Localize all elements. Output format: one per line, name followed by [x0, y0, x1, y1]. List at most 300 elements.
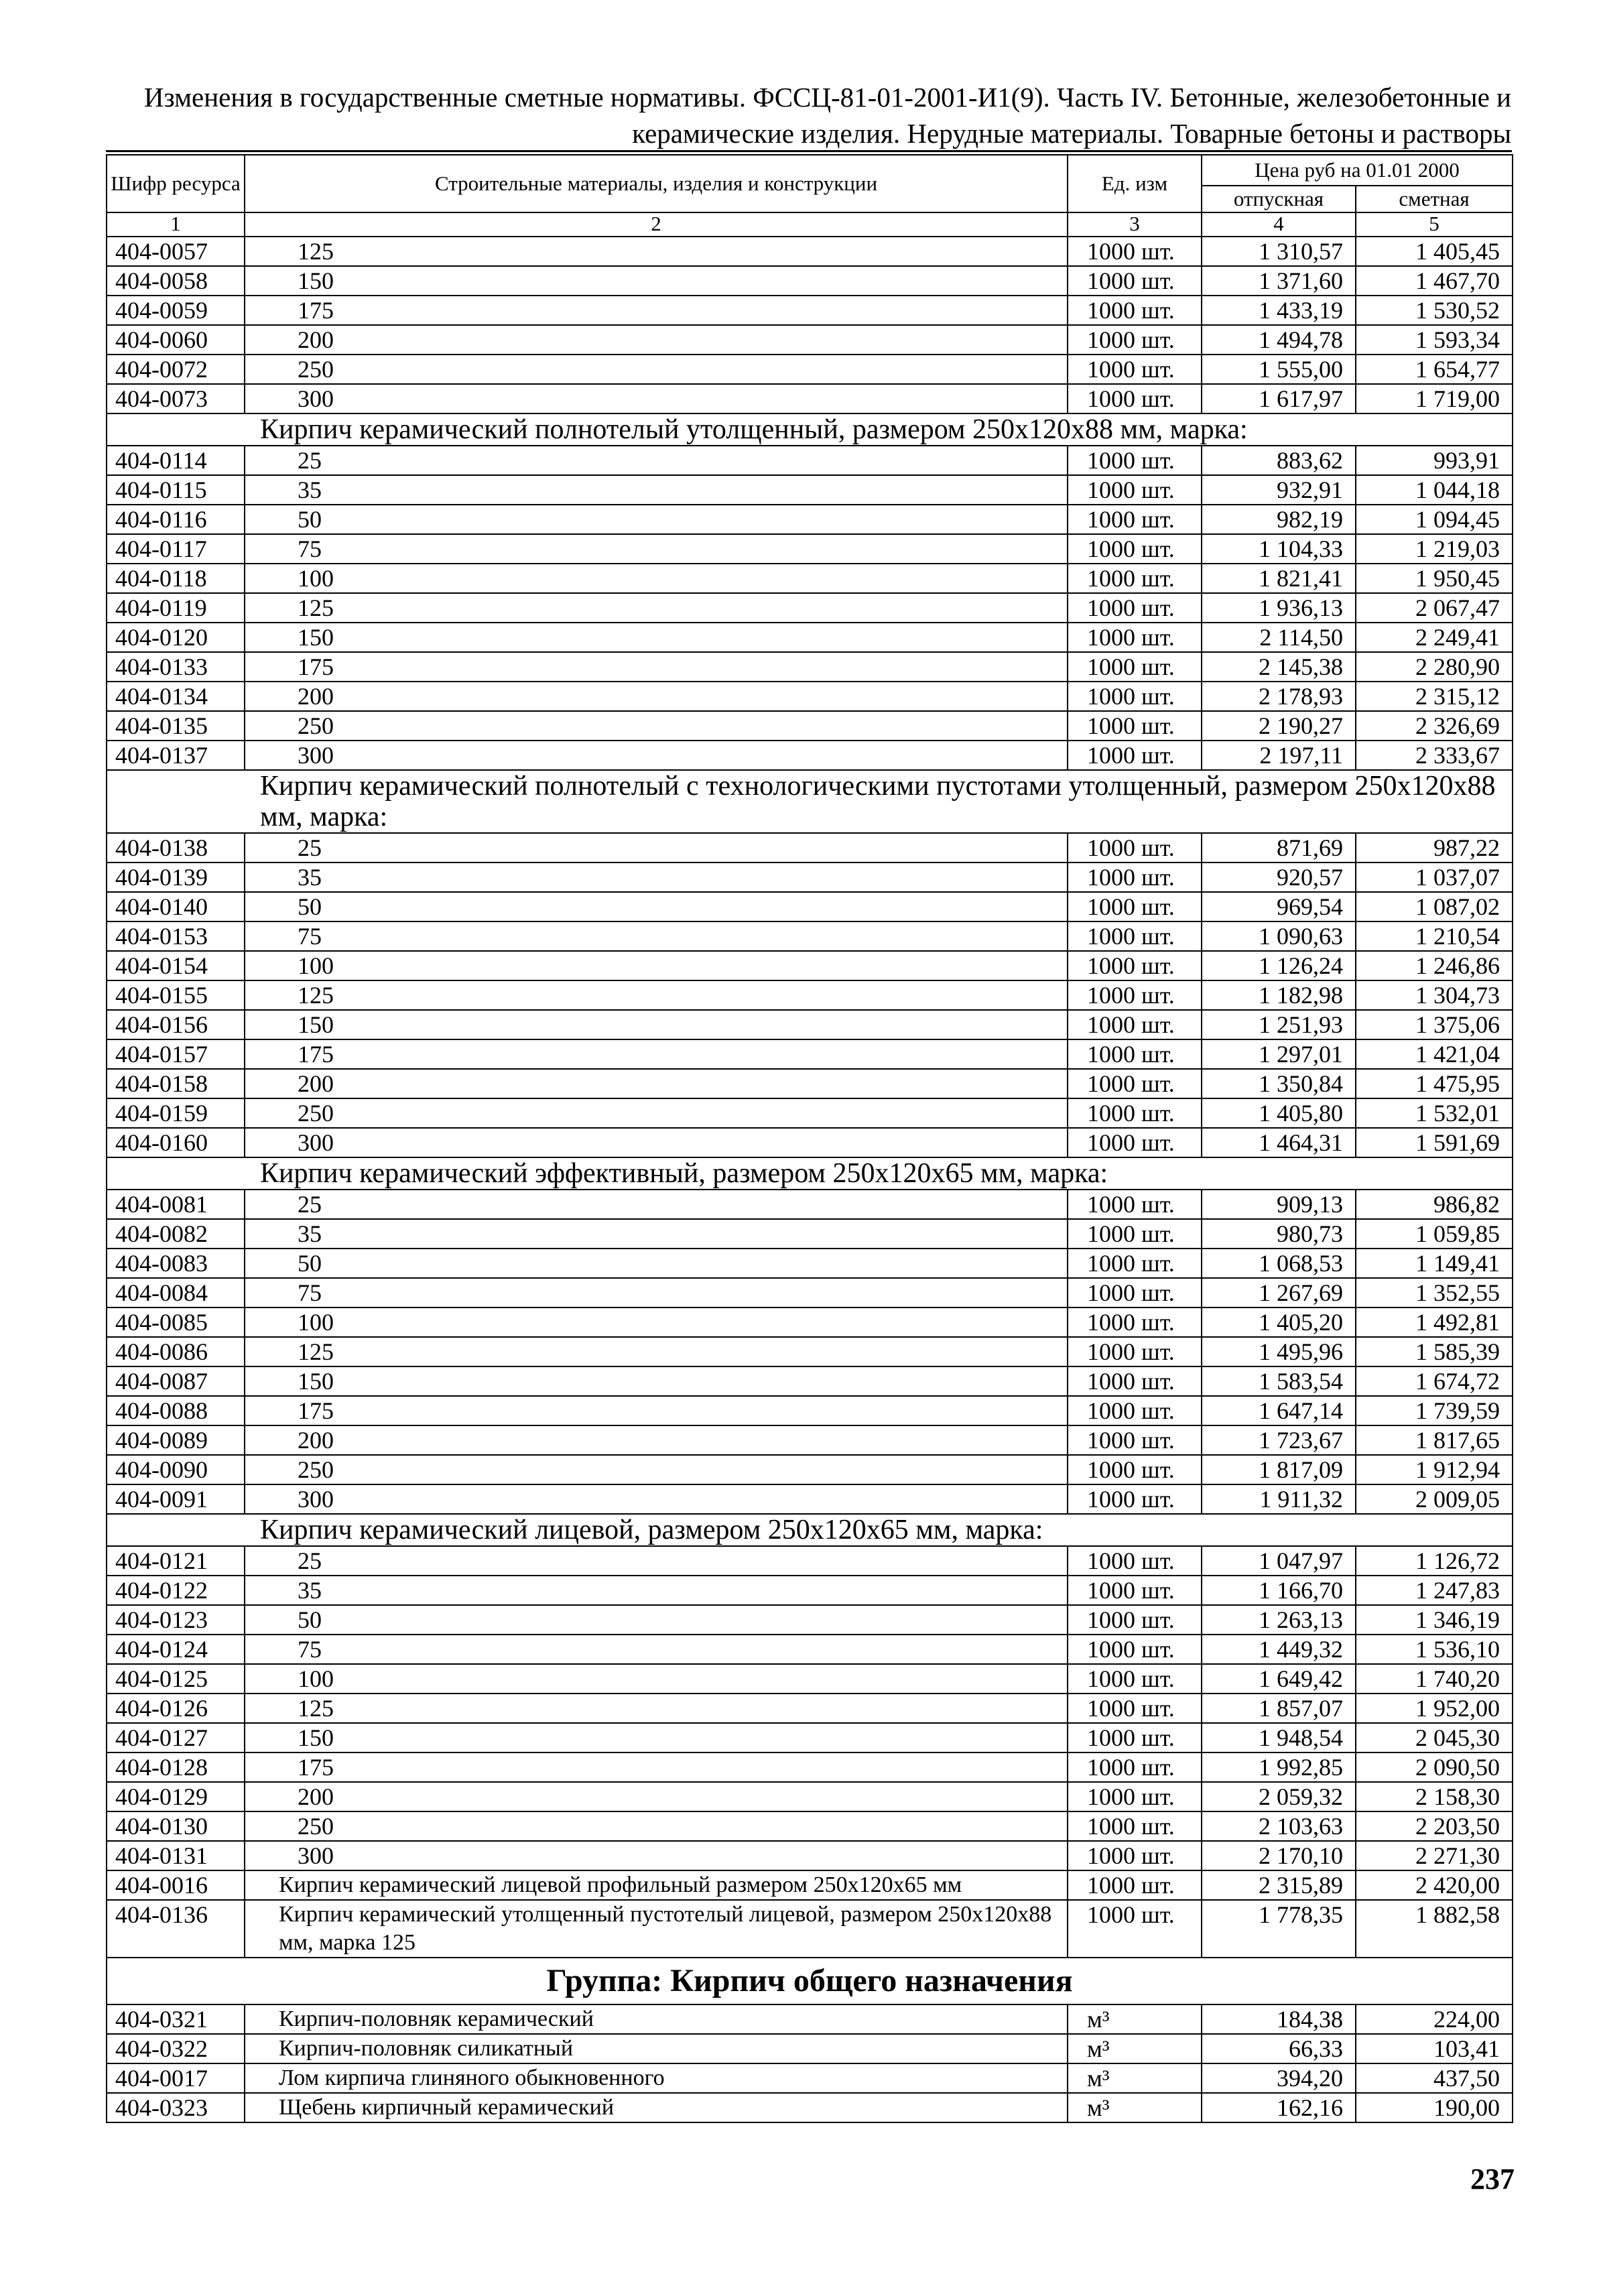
table-row: [107, 1249, 1513, 1278]
estimate-price: 1 149,41: [1356, 1249, 1513, 1278]
estimate-price: 2 158,30: [1356, 1782, 1513, 1811]
item-name: 150: [245, 1366, 1068, 1396]
header-code: Шифр ресурса: [107, 155, 245, 212]
estimate-price: 2 280,90: [1356, 652, 1513, 682]
release-price: 394,20: [1202, 2063, 1356, 2093]
release-price: 1 821,41: [1202, 564, 1356, 593]
table-row: [107, 475, 1513, 505]
unit-cell: 1000 шт.: [1068, 1425, 1202, 1455]
unit-cell: 1000 шт.: [1068, 475, 1202, 505]
table-row: [107, 325, 1513, 355]
release-price: 2 178,93: [1202, 682, 1356, 711]
column-number: 5: [1356, 212, 1513, 237]
table-row: [107, 1069, 1513, 1098]
item-name: 175: [245, 296, 1068, 325]
resource-code: 404-0017: [107, 2063, 245, 2093]
release-price: 1 263,13: [1202, 1605, 1356, 1635]
release-price: 932,91: [1202, 475, 1356, 505]
unit-cell: 1000 шт.: [1068, 266, 1202, 296]
table-row: [107, 1752, 1513, 1782]
estimate-price: 1 952,00: [1356, 1694, 1513, 1723]
column-number: 4: [1202, 212, 1356, 237]
item-name: 150: [245, 623, 1068, 652]
item-name: 250: [245, 711, 1068, 741]
table-row: [107, 1782, 1513, 1811]
unit-cell: 1000 шт.: [1068, 623, 1202, 652]
unit-cell: 1000 шт.: [1068, 892, 1202, 921]
estimate-price: 2 009,05: [1356, 1484, 1513, 1514]
release-price: 1 464,31: [1202, 1128, 1356, 1157]
item-name: 175: [245, 1039, 1068, 1069]
table-row: [107, 534, 1513, 564]
release-price: 1 948,54: [1202, 1723, 1356, 1752]
header-line-1: Изменения в государственные сметные нормативы. ФССЦ-81-01-2001-И1(9). Часть IV. Бетонные, железобетонные и: [143, 82, 1511, 113]
estimate-price: 1 352,55: [1356, 1278, 1513, 1308]
unit-cell: 1000 шт.: [1068, 325, 1202, 355]
release-price: 2 170,10: [1202, 1841, 1356, 1870]
estimate-price: 1 593,34: [1356, 325, 1513, 355]
release-price: 1 405,80: [1202, 1098, 1356, 1128]
unit-cell: 1000 шт.: [1068, 1455, 1202, 1484]
section-title: Кирпич керамический лицевой, размером 250x120x65 мм, марка:: [107, 1514, 1513, 1546]
release-price: 2 197,11: [1202, 741, 1356, 770]
estimate-price: 1 674,72: [1356, 1366, 1513, 1396]
estimate-price: 2 420,00: [1356, 1870, 1513, 1900]
table-row: [107, 1128, 1513, 1157]
release-price: 1 310,57: [1202, 237, 1356, 266]
resource-code: 404-0120: [107, 623, 245, 652]
unit-cell: 1000 шт.: [1068, 711, 1202, 741]
unit-cell: 1000 шт.: [1068, 1098, 1202, 1128]
table-row: [107, 863, 1513, 892]
item-name: 200: [245, 325, 1068, 355]
table-row: [107, 623, 1513, 652]
table-row: [107, 1190, 1513, 1219]
resource-code: 404-0154: [107, 951, 245, 980]
unit-cell: 1000 шт.: [1068, 1664, 1202, 1694]
unit-cell: 1000 шт.: [1068, 833, 1202, 863]
resource-code: 404-0085: [107, 1308, 245, 1337]
resource-code: 404-0087: [107, 1366, 245, 1396]
table-row: [107, 296, 1513, 325]
table-row: [107, 384, 1513, 413]
table-row: [107, 1870, 1513, 1900]
table-row: [107, 1900, 1513, 1958]
estimate-price: 1 126,72: [1356, 1546, 1513, 1576]
release-price: 1 297,01: [1202, 1039, 1356, 1069]
release-price: 184,38: [1202, 2004, 1356, 2034]
table-row: [107, 1010, 1513, 1039]
price-table-container: [106, 154, 1513, 2123]
resource-code: 404-0133: [107, 652, 245, 682]
table-row: [107, 1576, 1513, 1605]
resource-code: 404-0153: [107, 921, 245, 951]
unit-cell: 1000 шт.: [1068, 863, 1202, 892]
price-table-body: [107, 155, 1513, 2122]
release-price: 1 068,53: [1202, 1249, 1356, 1278]
resource-code: 404-0081: [107, 1190, 245, 1219]
release-price: 871,69: [1202, 833, 1356, 863]
unit-cell: 1000 шт.: [1068, 1484, 1202, 1514]
item-name: 200: [245, 682, 1068, 711]
resource-code: 404-0129: [107, 1782, 245, 1811]
estimate-price: 1 532,01: [1356, 1098, 1513, 1128]
item-name: 35: [245, 863, 1068, 892]
release-price: 1 126,24: [1202, 951, 1356, 980]
section-title: Кирпич керамический эффективный, размером 250x120x65 мм, марка:: [107, 1157, 1513, 1190]
item-name: 250: [245, 1811, 1068, 1841]
item-name: 50: [245, 1249, 1068, 1278]
resource-code: 404-0323: [107, 2093, 245, 2122]
section-row: [107, 1514, 1513, 1546]
resource-code: 404-0060: [107, 325, 245, 355]
table-row: [107, 564, 1513, 593]
header-line-2: керамические изделия. Нерудные материалы. Товарные бетоны и растворы: [632, 118, 1511, 149]
estimate-price: 986,82: [1356, 1190, 1513, 1219]
item-name: 125: [245, 237, 1068, 266]
item-name: 150: [245, 266, 1068, 296]
resource-code: 404-0321: [107, 2004, 245, 2034]
item-name: 300: [245, 1128, 1068, 1157]
unit-cell: 1000 шт.: [1068, 1039, 1202, 1069]
table-row: [107, 446, 1513, 475]
unit-cell: 1000 шт.: [1068, 1337, 1202, 1366]
item-name: 25: [245, 833, 1068, 863]
unit-cell: 1000 шт.: [1068, 652, 1202, 682]
table-row: [107, 593, 1513, 623]
unit-cell: 1000 шт.: [1068, 741, 1202, 770]
item-name: Кирпич-половняк силикатный: [245, 2034, 1068, 2063]
release-price: 1 251,93: [1202, 1010, 1356, 1039]
resource-code: 404-0057: [107, 237, 245, 266]
unit-cell: 1000 шт.: [1068, 1308, 1202, 1337]
unit-cell: 1000 шт.: [1068, 1782, 1202, 1811]
table-row: [107, 2093, 1513, 2122]
resource-code: 404-0082: [107, 1219, 245, 1249]
unit-cell: 1000 шт.: [1068, 1546, 1202, 1576]
estimate-price: 1 530,52: [1356, 296, 1513, 325]
unit-cell: 1000 шт.: [1068, 1128, 1202, 1157]
release-price: 2 190,27: [1202, 711, 1356, 741]
table-row: [107, 711, 1513, 741]
header-price: Цена руб на 01.01 2000: [1202, 155, 1513, 186]
column-number: 1: [107, 212, 245, 237]
release-price: 1 911,32: [1202, 1484, 1356, 1514]
unit-cell: 1000 шт.: [1068, 1900, 1202, 1958]
unit-cell: 1000 шт.: [1068, 564, 1202, 593]
section-title: Кирпич керамический полнотелый с технологическими пустотами утолщенный, размером 250x120x88 мм, марка:: [107, 770, 1513, 833]
table-row: [107, 1278, 1513, 1308]
release-price: 2 315,89: [1202, 1870, 1356, 1900]
resource-code: 404-0124: [107, 1635, 245, 1664]
release-price: 1 723,67: [1202, 1425, 1356, 1455]
release-price: 66,33: [1202, 2034, 1356, 2063]
resource-code: 404-0058: [107, 266, 245, 296]
release-price: 1 104,33: [1202, 534, 1356, 564]
item-name: 100: [245, 1664, 1068, 1694]
table-row: [107, 1098, 1513, 1128]
release-price: 1 405,20: [1202, 1308, 1356, 1337]
column-number: 3: [1068, 212, 1202, 237]
estimate-price: 1 585,39: [1356, 1337, 1513, 1366]
estimate-price: 1 405,45: [1356, 237, 1513, 266]
resource-code: 404-0090: [107, 1455, 245, 1484]
unit-cell: 1000 шт.: [1068, 296, 1202, 325]
release-price: 1 555,00: [1202, 355, 1356, 384]
resource-code: 404-0119: [107, 593, 245, 623]
resource-code: 404-0130: [107, 1811, 245, 1841]
item-name: 50: [245, 1605, 1068, 1635]
release-price: 2 145,38: [1202, 652, 1356, 682]
table-row: [107, 505, 1513, 534]
estimate-price: 1 346,19: [1356, 1605, 1513, 1635]
item-name: 75: [245, 1635, 1068, 1664]
item-name: 125: [245, 980, 1068, 1010]
release-price: 920,57: [1202, 863, 1356, 892]
estimate-price: 2 326,69: [1356, 711, 1513, 741]
resource-code: 404-0088: [107, 1396, 245, 1425]
estimate-price: 1 719,00: [1356, 384, 1513, 413]
item-name: 250: [245, 355, 1068, 384]
unit-cell: 1000 шт.: [1068, 593, 1202, 623]
unit-cell: 1000 шт.: [1068, 980, 1202, 1010]
table-row: [107, 682, 1513, 711]
estimate-price: 1 087,02: [1356, 892, 1513, 921]
release-price: 1 992,85: [1202, 1752, 1356, 1782]
item-name: Щебень кирпичный керамический: [245, 2093, 1068, 2122]
table-row: [107, 741, 1513, 770]
estimate-price: 1 591,69: [1356, 1128, 1513, 1157]
header-estimate-price: сметная: [1356, 186, 1513, 212]
estimate-price: 1 059,85: [1356, 1219, 1513, 1249]
document-header: [107, 79, 1511, 151]
estimate-price: 1 246,86: [1356, 951, 1513, 980]
item-name: 300: [245, 1484, 1068, 1514]
column-numbers-row: [107, 212, 1513, 237]
table-row: [107, 1811, 1513, 1841]
release-price: 1 047,97: [1202, 1546, 1356, 1576]
release-price: 982,19: [1202, 505, 1356, 534]
unit-cell: 1000 шт.: [1068, 1811, 1202, 1841]
item-name: Кирпич керамический утолщенный пустотелый лицевой, размером 250x120x88 мм, марка 125: [245, 1900, 1068, 1958]
estimate-price: 1 912,94: [1356, 1455, 1513, 1484]
release-price: 1 583,54: [1202, 1366, 1356, 1396]
unit-cell: 1000 шт.: [1068, 1723, 1202, 1752]
section-row: [107, 770, 1513, 833]
estimate-price: 2 067,47: [1356, 593, 1513, 623]
item-name: 35: [245, 1576, 1068, 1605]
release-price: 1 857,07: [1202, 1694, 1356, 1723]
unit-cell: 1000 шт.: [1068, 951, 1202, 980]
release-price: 1 817,09: [1202, 1455, 1356, 1484]
unit-cell: 1000 шт.: [1068, 1635, 1202, 1664]
release-price: 1 090,63: [1202, 921, 1356, 951]
resource-code: 404-0131: [107, 1841, 245, 1870]
item-name: 175: [245, 1396, 1068, 1425]
release-price: 1 267,69: [1202, 1278, 1356, 1308]
release-price: 1 371,60: [1202, 266, 1356, 296]
resource-code: 404-0139: [107, 863, 245, 892]
resource-code: 404-0137: [107, 741, 245, 770]
estimate-price: 1 219,03: [1356, 534, 1513, 564]
group-title: Группа: Кирпич общего назначения: [107, 1958, 1513, 2004]
resource-code: 404-0116: [107, 505, 245, 534]
estimate-price: 1 467,70: [1356, 266, 1513, 296]
table-row: [107, 833, 1513, 863]
unit-cell: 1000 шт.: [1068, 1841, 1202, 1870]
unit-cell: 1000 шт.: [1068, 384, 1202, 413]
resource-code: 404-0122: [107, 1576, 245, 1605]
item-name: 175: [245, 652, 1068, 682]
resource-code: 404-0086: [107, 1337, 245, 1366]
table-row: [107, 2063, 1513, 2093]
estimate-price: 1 421,04: [1356, 1039, 1513, 1069]
section-row: [107, 1157, 1513, 1190]
release-price: 2 059,32: [1202, 1782, 1356, 1811]
resource-code: 404-0140: [107, 892, 245, 921]
unit-cell: 1000 шт.: [1068, 1752, 1202, 1782]
resource-code: 404-0128: [107, 1752, 245, 1782]
release-price: 1 166,70: [1202, 1576, 1356, 1605]
unit-cell: 1000 шт.: [1068, 1219, 1202, 1249]
resource-code: 404-0126: [107, 1694, 245, 1723]
unit-cell: 1000 шт.: [1068, 921, 1202, 951]
unit-cell: 1000 шт.: [1068, 1249, 1202, 1278]
estimate-price: 1 950,45: [1356, 564, 1513, 593]
table-row: [107, 1396, 1513, 1425]
estimate-price: 1 094,45: [1356, 505, 1513, 534]
table-row: [107, 355, 1513, 384]
table-row: [107, 1484, 1513, 1514]
estimate-price: 224,00: [1356, 2004, 1513, 2034]
item-name: 125: [245, 1694, 1068, 1723]
table-row: [107, 2004, 1513, 2034]
table-row: [107, 1605, 1513, 1635]
release-price: 1 350,84: [1202, 1069, 1356, 1098]
unit-cell: 1000 шт.: [1068, 1576, 1202, 1605]
resource-code: 404-0121: [107, 1546, 245, 1576]
estimate-price: 1 536,10: [1356, 1635, 1513, 1664]
estimate-price: 1 304,73: [1356, 980, 1513, 1010]
resource-code: 404-0016: [107, 1870, 245, 1900]
table-row: [107, 892, 1513, 921]
estimate-price: 1 475,95: [1356, 1069, 1513, 1098]
resource-code: 404-0160: [107, 1128, 245, 1157]
header-release-price: отпускная: [1202, 186, 1356, 212]
estimate-price: 1 247,83: [1356, 1576, 1513, 1605]
header-rule: [106, 150, 1512, 152]
group-row: [107, 1958, 1513, 2004]
item-name: 50: [245, 505, 1068, 534]
table-row: [107, 951, 1513, 980]
release-price: 162,16: [1202, 2093, 1356, 2122]
resource-code: 404-0118: [107, 564, 245, 593]
estimate-price: 2 271,30: [1356, 1841, 1513, 1870]
item-name: 25: [245, 446, 1068, 475]
table-row: [107, 1841, 1513, 1870]
resource-code: 404-0091: [107, 1484, 245, 1514]
item-name: Лом кирпича глиняного обыкновенного: [245, 2063, 1068, 2093]
estimate-price: 1 044,18: [1356, 475, 1513, 505]
table-row: [107, 652, 1513, 682]
resource-code: 404-0115: [107, 475, 245, 505]
resource-code: 404-0158: [107, 1069, 245, 1098]
unit-cell: м³: [1068, 2004, 1202, 2034]
resource-code: 404-0134: [107, 682, 245, 711]
column-number: 2: [245, 212, 1068, 237]
resource-code: 404-0089: [107, 1425, 245, 1455]
item-name: 200: [245, 1782, 1068, 1811]
item-name: 100: [245, 1308, 1068, 1337]
unit-cell: 1000 шт.: [1068, 1694, 1202, 1723]
estimate-price: 2 203,50: [1356, 1811, 1513, 1841]
resource-code: 404-0127: [107, 1723, 245, 1752]
table-row: [107, 921, 1513, 951]
unit-cell: 1000 шт.: [1068, 1069, 1202, 1098]
estimate-price: 2 090,50: [1356, 1752, 1513, 1782]
unit-cell: 1000 шт.: [1068, 505, 1202, 534]
release-price: 1 617,97: [1202, 384, 1356, 413]
release-price: 1 649,42: [1202, 1664, 1356, 1694]
release-price: 980,73: [1202, 1219, 1356, 1249]
estimate-price: 437,50: [1356, 2063, 1513, 2093]
table-row: [107, 1635, 1513, 1664]
resource-code: 404-0117: [107, 534, 245, 564]
item-name: 75: [245, 534, 1068, 564]
header-name: Строительные материалы, изделия и конструкции: [245, 155, 1068, 212]
estimate-price: 1 037,07: [1356, 863, 1513, 892]
item-name: 200: [245, 1069, 1068, 1098]
estimate-price: 190,00: [1356, 2093, 1513, 2122]
resource-code: 404-0156: [107, 1010, 245, 1039]
release-price: 1 449,32: [1202, 1635, 1356, 1664]
unit-cell: м³: [1068, 2063, 1202, 2093]
unit-cell: 1000 шт.: [1068, 1605, 1202, 1635]
section-title: Кирпич керамический полнотелый утолщенный, размером 250x120x88 мм, марка:: [107, 413, 1513, 446]
estimate-price: 103,41: [1356, 2034, 1513, 2063]
item-name: 75: [245, 921, 1068, 951]
table-row: [107, 1308, 1513, 1337]
unit-cell: м³: [1068, 2093, 1202, 2122]
resource-code: 404-0159: [107, 1098, 245, 1128]
release-price: 969,54: [1202, 892, 1356, 921]
resource-code: 404-0157: [107, 1039, 245, 1069]
item-name: 35: [245, 1219, 1068, 1249]
item-name: 125: [245, 593, 1068, 623]
release-price: 1 778,35: [1202, 1900, 1356, 1958]
release-price: 1 936,13: [1202, 593, 1356, 623]
table-row: [107, 1425, 1513, 1455]
item-name: 300: [245, 1841, 1068, 1870]
item-name: 50: [245, 892, 1068, 921]
unit-cell: 1000 шт.: [1068, 1278, 1202, 1308]
estimate-price: 1 739,59: [1356, 1396, 1513, 1425]
item-name: 150: [245, 1723, 1068, 1752]
resource-code: 404-0136: [107, 1900, 245, 1958]
price-table: [106, 154, 1513, 2123]
table-row: [107, 266, 1513, 296]
unit-cell: 1000 шт.: [1068, 534, 1202, 564]
section-row: [107, 413, 1513, 446]
header-unit: Ед. изм: [1068, 155, 1202, 212]
table-header-row: [107, 155, 1513, 186]
release-price: 1 647,14: [1202, 1396, 1356, 1425]
release-price: 909,13: [1202, 1190, 1356, 1219]
estimate-price: 1 492,81: [1356, 1308, 1513, 1337]
release-price: 1 182,98: [1202, 980, 1356, 1010]
unit-cell: м³: [1068, 2034, 1202, 2063]
unit-cell: 1000 шт.: [1068, 1010, 1202, 1039]
